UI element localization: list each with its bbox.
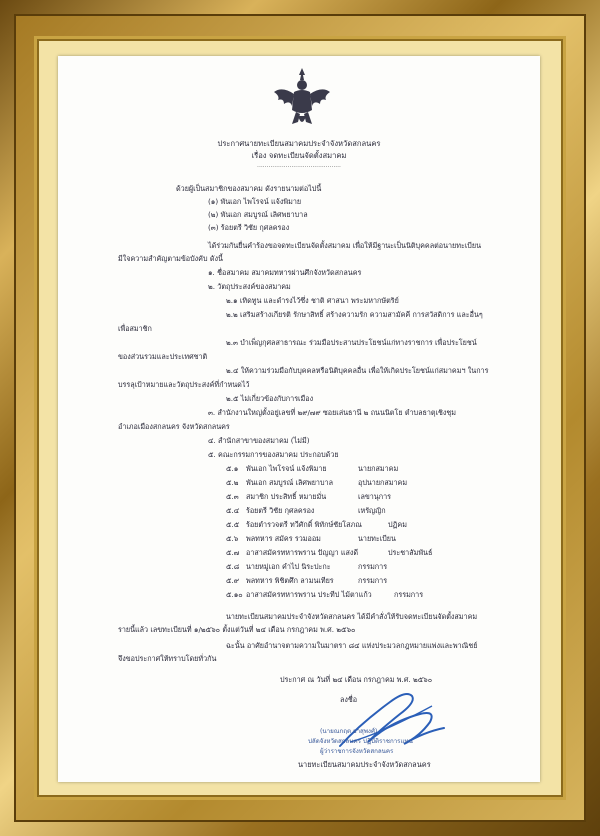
- committee-name: ร้อยตรี วิชัย กุศลครอง: [246, 506, 315, 515]
- committee-role: อุปนายกสมาคม: [358, 478, 408, 487]
- committee-role: กรรมการ: [358, 576, 388, 585]
- application-line-2: มีใจความสำคัญตามข้อบังคับ ดังนี้: [118, 254, 223, 263]
- item-2-2-cont: เพื่อสมาชิก: [118, 324, 152, 333]
- item-2-1: ๒.๑ เทิดทูน และดำรงไว้ซึ่ง ชาติ ศาสนา พระมหากษัตริย์: [226, 296, 399, 305]
- committee-role: เหรัญญิก: [358, 506, 386, 515]
- applicant-3: (๓) ร้อยตรี วิชัย กุศลครอง: [208, 223, 290, 232]
- committee-role: นายกสมาคม: [358, 464, 399, 473]
- committee-no: ๕.๑: [226, 464, 239, 473]
- item-2-3-cont: ของส่วนรวมและประเทศชาติ: [118, 352, 208, 361]
- committee-name: สมาชิก ประสิทธิ์ หมายมั่น: [246, 492, 327, 501]
- committee-no: ๕.๘: [226, 562, 240, 571]
- item-5: ๕. คณะกรรมการของสมาคม ประกอบด้วย: [208, 450, 339, 459]
- item-2-4-cont: บรรลุเป้าหมายและวัตถุประสงค์ที่กำหนดไว้: [118, 380, 250, 389]
- committee-name: พลทหาร สมัคร รวมออม: [246, 534, 321, 543]
- committee-no: ๕.๖: [226, 534, 239, 543]
- committee-name: อาสาสมัครทหารพราน ปัญญา แสงดี: [246, 548, 359, 557]
- closing-paragraph-1-cont: รายนี้แล้ว เลขทะเบียนที่ ๑/๒๕๖๐ ตั้งแต่วันที่ ๒๔ เดือน กรกฎาคม พ.ศ. ๒๕๖๐: [118, 625, 356, 634]
- applicant-2: (๒) พันเอก สมบูรณ์ เลิศพยาบาล: [208, 210, 308, 219]
- committee-name: พลทหาร พิชิตศึก ลามนเทียร: [246, 576, 334, 585]
- item-2-5: ๒.๕ ไม่เกี่ยวข้องกับการเมือง: [226, 394, 314, 403]
- committee-no: ๕.๒: [226, 478, 239, 487]
- committee-role: นายทะเบียน: [358, 534, 396, 543]
- announcement-date: ประกาศ ณ วันที่ ๒๔ เดือน กรกฎาคม พ.ศ. ๒๕๖๐: [280, 675, 433, 684]
- committee-role: ปฏิคม: [388, 520, 407, 529]
- committee-role: กรรมการ: [358, 562, 388, 571]
- committee-role: เลขานุการ: [358, 492, 391, 501]
- committee-no: ๕.๗: [226, 548, 240, 557]
- registrar-title: นายทะเบียนสมาคมประจำจังหวัดสกลนคร: [298, 760, 431, 769]
- committee-no: ๕.๓: [226, 492, 239, 501]
- committee-role: กรรมการ: [394, 590, 424, 599]
- committee-no: ๕.๔: [226, 506, 240, 515]
- applicant-1: (๑) พันเอก ไพโรจน์ แจ้งพิมาย: [208, 197, 302, 206]
- signatory-name: (นายณกฤต ยาสุพงศ์): [320, 728, 378, 735]
- document-page: [58, 56, 540, 782]
- item-2: ๒. วัตถุประสงค์ของสมาคม: [208, 282, 291, 291]
- signatory-position-1: ปลัดจังหวัดสกลนคร ปฏิบัติราชการแทน: [308, 738, 413, 745]
- garuda-emblem-icon: [272, 66, 332, 132]
- item-2-3: ๒.๓ บำเพ็ญกุศลสาธารณะ ร่วมมือประสานประโยชน์แก่ทางราชการ เพื่อประโยชน์: [226, 338, 477, 347]
- committee-name: พันเอก ไพโรจน์ แจ้งพิมาย: [246, 464, 327, 473]
- committee-no: ๕.๑๐: [226, 590, 243, 599]
- committee-no: ๕.๕: [226, 520, 240, 529]
- header-divider: ............................................: [257, 162, 341, 169]
- closing-paragraph-2: ฉะนั้น อาศัยอำนาจตามความในมาตรา ๘๔ แห่งประมวลกฎหมายแพ่งและพาณิชย์: [226, 641, 478, 650]
- item-3: ๓. สำนักงานใหญ่ตั้งอยู่เลขที่ ๒๙/๗๙ ซอยเล่นธานี ๒ ถนนนิตโย ตำบลธาตุเชิงชุม: [208, 408, 457, 417]
- announcement-title: ประกาศนายทะเบียนสมาคมประจำจังหวัดสกลนคร: [217, 139, 381, 148]
- announcement-subject: เรื่อง จดทะเบียนจัดตั้งสมาคม: [251, 151, 347, 160]
- item-2-2: ๒.๒ เสริมสร้างเกียรติ รักษาสิทธิ์ สร้างความรัก ความสามัคคี การสวัสดิการ และอื่นๆ: [226, 310, 483, 319]
- signatory-position-2: ผู้ว่าราชการจังหวัดสกลนคร: [320, 748, 394, 755]
- committee-name: นายหมู่เอก คำไป นิระปะกะ: [246, 562, 331, 571]
- item-1: ๑. ชื่อสมาคม สมาคมทหารผ่านศึกจังหวัดสกลนคร: [208, 268, 362, 277]
- application-line-1: ได้ร่วมกันยื่นคำร้องขอจดทะเบียนจัดตั้งสมาคม เพื่อให้มีฐานะเป็นนิติบุคคลต่อนายทะเบียน: [208, 241, 481, 250]
- sign-label: ลงชื่อ: [340, 695, 358, 704]
- item-4: ๔. สำนักสาขาของสมาคม (ไม่มี): [208, 436, 310, 445]
- committee-name: อาสาสมัครทหารพราน ประทีป ไม้ตาแก้ว: [246, 590, 372, 599]
- committee-name: ร้อยตำรวจตรี ทวีศักดิ์ พิทักษ์ชัยโสภณ: [246, 520, 362, 529]
- intro-text: ด้วยผู้เป็นสมาชิกของสมาคม ดังรายนามต่อไปนี้: [176, 184, 322, 193]
- item-3-cont: อำเภอเมืองสกลนคร จังหวัดสกลนคร: [118, 422, 230, 431]
- item-2-4: ๒.๔ ให้ความร่วมมือกับบุคคลหรือนิติบุคคลอื่น เพื่อให้เกิดประโยชน์แก่สมาคมฯ ในการ: [226, 366, 489, 375]
- committee-no: ๕.๙: [226, 576, 239, 585]
- closing-paragraph-1: นายทะเบียนสมาคมประจำจังหวัดสกลนคร ได้มีคำสั่งให้รับจดทะเบียนจัดตั้งสมาคม: [226, 612, 478, 621]
- committee-name: พันเอก สมบูรณ์ เลิศพยาบาล: [246, 478, 333, 487]
- committee-role: ประชาสัมพันธ์: [388, 548, 433, 557]
- closing-paragraph-2-cont: จึงขอประกาศให้ทราบโดยทั่วกัน: [118, 654, 217, 663]
